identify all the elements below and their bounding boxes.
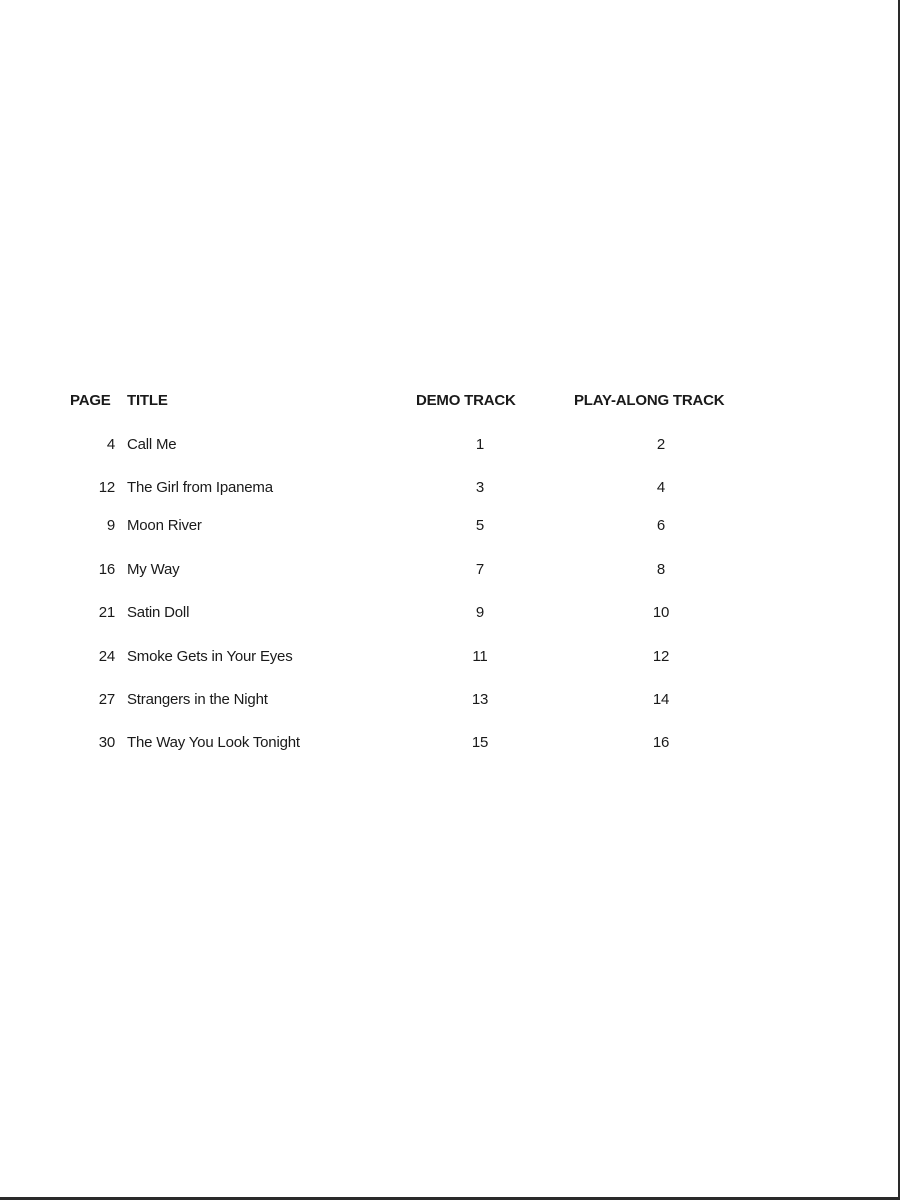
table-row — [0, 648, 900, 672]
song-title: Satin Doll — [127, 604, 190, 621]
demo-track-number: 5 — [475, 517, 485, 534]
song-title: Moon River — [127, 517, 202, 534]
play-along-track-number: 2 — [656, 436, 666, 453]
table-row — [0, 734, 900, 758]
page-number: 30 — [98, 734, 115, 751]
page-number: 21 — [98, 604, 115, 621]
page-number: 4 — [106, 436, 115, 453]
song-title: Strangers in the Night — [127, 691, 268, 708]
demo-track-number: 3 — [475, 479, 485, 496]
demo-track-number: 7 — [475, 561, 485, 578]
song-title: Call Me — [127, 436, 177, 453]
table-row — [0, 691, 900, 715]
play-along-track-number: 16 — [652, 734, 670, 751]
demo-track-number: 9 — [475, 604, 485, 621]
demo-track-number: 1 — [475, 436, 485, 453]
header-title: TITLE — [127, 392, 168, 409]
song-title: My Way — [127, 561, 180, 578]
table-row — [0, 479, 900, 503]
demo-track-number: 11 — [472, 648, 488, 665]
play-along-track-number: 8 — [656, 561, 666, 578]
page-number: 12 — [98, 479, 115, 496]
table-row — [0, 436, 900, 460]
song-title: Smoke Gets in Your Eyes — [127, 648, 293, 665]
play-along-track-number: 12 — [652, 648, 670, 665]
play-along-track-number: 10 — [652, 604, 670, 621]
play-along-track-number: 14 — [652, 691, 670, 708]
demo-track-number: 15 — [471, 734, 489, 751]
demo-track-number: 13 — [471, 691, 489, 708]
song-title: The Girl from Ipanema — [127, 479, 273, 496]
page-number: 27 — [98, 691, 115, 708]
table-row — [0, 517, 900, 541]
header-play-along-track: PLAY-ALONG TRACK — [574, 392, 725, 409]
page-number: 9 — [106, 517, 115, 534]
table-row — [0, 561, 900, 585]
header-page: PAGE — [70, 392, 111, 409]
page-number: 24 — [98, 648, 115, 665]
header-demo-track: DEMO TRACK — [416, 392, 516, 409]
play-along-track-number: 4 — [656, 479, 666, 496]
play-along-track-number: 6 — [656, 517, 666, 534]
page-number: 16 — [98, 561, 115, 578]
table-row — [0, 604, 900, 628]
song-title: The Way You Look Tonight — [127, 734, 300, 751]
